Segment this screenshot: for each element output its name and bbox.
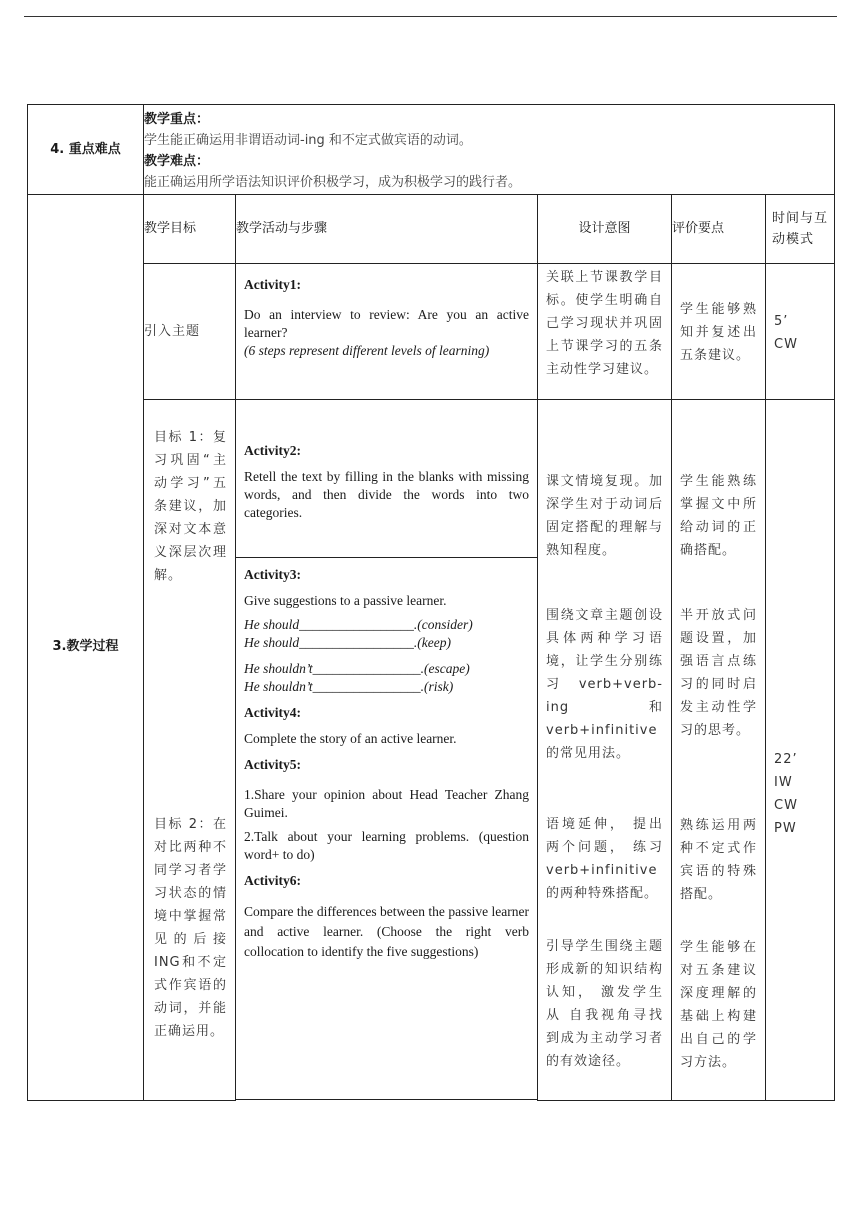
focus-text: 学生能正确运用非谓语动词-ing 和不定式做宾语的动词。: [144, 133, 472, 148]
mode-pw: PW: [774, 821, 797, 836]
activity2-title: Activity2:: [244, 443, 301, 458]
key-points-label: 4. 重点难点: [28, 105, 144, 195]
activity5-title: Activity5:: [244, 757, 301, 772]
intent-p3: 语境延伸， 提出两个问题， 练习verb+infinitive 的两种特殊搭配。: [546, 817, 663, 901]
eval-cell: [672, 400, 766, 1101]
goal1-text: 目标 1：复习巩固“主动学习”五条建议，加深对文本意义深层次理解。: [154, 430, 227, 583]
difficulty-text: 能正确运用所学语法知识评价积极学习，成为积极学习的践行者。: [144, 175, 522, 190]
intent-activity1: 关联上节课教学目标。使学生明确自己学习现状并巩固上节课学习的五条主动性学习建议。: [538, 264, 672, 400]
activity1-note: (6 steps represent different levels of learning): [244, 343, 490, 358]
activity6-title: Activity6:: [244, 873, 301, 888]
activity5-item1: 1.Share your opinion about Head Teacher Zhang Guimei.: [244, 787, 529, 820]
activity2-text: Retell the text by filling in the blanks with missing words, and then divide the words into two categories.: [244, 469, 529, 520]
activity4-text: Complete the story of an active learner.: [244, 731, 457, 746]
activity1-title: Activity1:: [244, 277, 301, 292]
time2-value: 22’: [774, 752, 798, 767]
eval-p2: 半开放式问题设置，加强语言点练习的同时启发主动性学习的思考。: [680, 608, 757, 738]
activity3-title: Activity3:: [244, 567, 301, 582]
process-label: 3.教学过程: [28, 195, 144, 1101]
eval-p3: 熟练运用两种不定式作宾语的特殊搭配。: [680, 818, 757, 902]
activity3-line2: He should_________________.(keep): [244, 635, 451, 650]
activity3-line3: He shouldn’t________________.(escape): [244, 661, 470, 676]
activity5-item2: 2.Talk about your learning problems. (question word+ to do): [244, 829, 529, 862]
header-goal: 教学目标: [144, 195, 236, 264]
header-rule: [24, 16, 837, 17]
eval-activity1: 学生能够熟知并复述出五条建议。: [672, 264, 766, 400]
activity3-line4: He shouldn’t________________.(risk): [244, 679, 454, 694]
activities-cell: [236, 558, 538, 1100]
goal-cell: [144, 400, 236, 1101]
goal2-text: 目标 2：在对比两种不同学习者学习状态的情境中掌握常见的后接ING和不定式作宾语的动词，并能正确运用。: [154, 817, 227, 1039]
intent-p4: 引导学生围绕主题形成新的知识结构认知， 激发学生从 自我视角寻找到成为主动学习者的有效途径。: [546, 939, 663, 1069]
activity2-cell: [236, 400, 538, 558]
mode-value: CW: [774, 337, 798, 352]
intent-p2: 围绕文章主题创设具体两种学习语境，让学生分别练习verb+verb-ing 和 verb+infinitive的常见用法。: [546, 608, 663, 761]
lesson-plan-table: [27, 104, 835, 1101]
activity1-cell: [236, 264, 538, 400]
key-points-cell: [144, 105, 835, 195]
activity1-text: Do an interview to review: Are you an active learner?: [244, 307, 529, 340]
eval-p1: 学生能熟练掌握文中所给动词的正确搭配。: [680, 474, 757, 558]
time-activity1: [766, 264, 835, 400]
activity3-line1: He should_________________.(consider): [244, 617, 473, 632]
header-activity: 教学活动与步骤: [236, 195, 538, 264]
goal-intro: 引入主题: [144, 264, 236, 400]
activity6-text: Compare the differences between the passive learner and active learner. (Choose the right verb collocation to identify the five suggestions): [244, 904, 529, 959]
activity4-title: Activity4:: [244, 705, 301, 720]
focus-title: 教学重点：: [144, 112, 210, 127]
eval-p4: 学生能够在对五条建议深度理解的基础上构建出自己的学习方法。: [680, 940, 757, 1070]
activity3-text: Give suggestions to a passive learner.: [244, 593, 447, 608]
mode-cw: CW: [774, 798, 798, 813]
activity1-row: [28, 264, 835, 400]
header-eval: 评价要点: [672, 195, 766, 264]
process-header-row: [28, 195, 835, 264]
key-points-row: [28, 105, 835, 195]
mode-iw: IW: [774, 775, 793, 790]
header-intent: 设计意图: [538, 195, 672, 264]
time-value: 5’: [774, 314, 789, 329]
header-time: 时间与互动模式: [766, 195, 835, 264]
intent-cell: [538, 400, 672, 1101]
intent-p1: 课文情境复现。加深学生对于动词后固定搭配的理解与熟知程度。: [546, 474, 663, 558]
activity2-row: [28, 400, 835, 558]
difficulty-title: 教学难点：: [144, 154, 210, 169]
time-cell: [766, 400, 835, 1101]
